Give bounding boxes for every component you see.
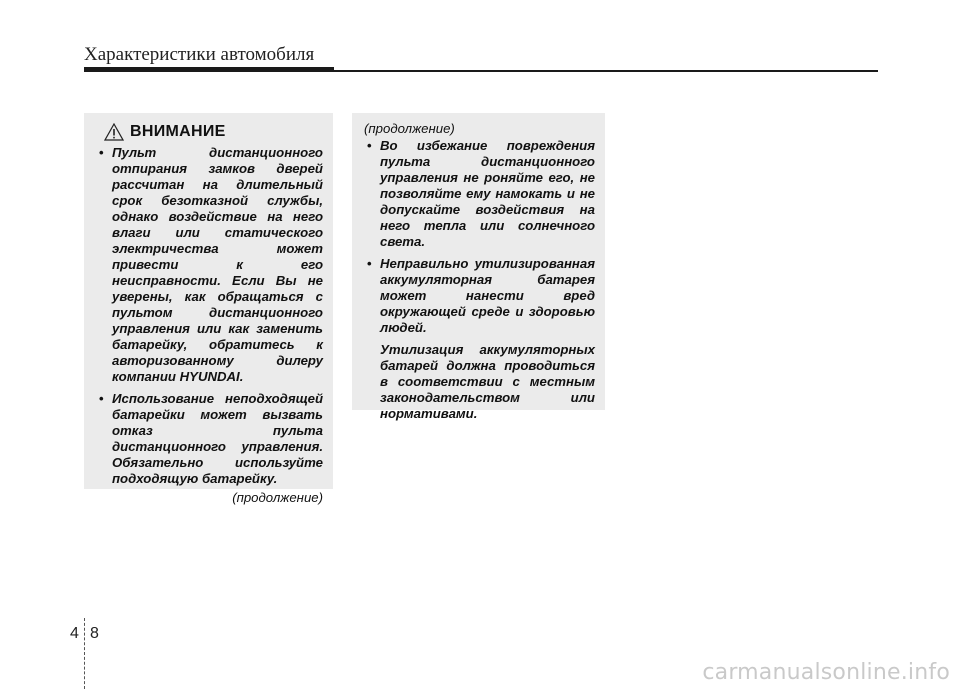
continuation-paragraph: Утилизация аккумуляторных батарей должна проводиться в соответствии с местным законодательством или нормативами. bbox=[380, 342, 595, 421]
warning-heading bbox=[104, 123, 323, 141]
continued-label: (продолжение) bbox=[232, 490, 323, 505]
warning-triangle-icon bbox=[104, 123, 124, 141]
watermark: carmanualsonline.info bbox=[702, 660, 950, 685]
continuation-label: (продолжение) bbox=[364, 121, 455, 136]
warning-box bbox=[84, 113, 333, 505]
continuation-box bbox=[352, 113, 605, 421]
page-title: Характеристики автомобиля bbox=[84, 44, 315, 65]
warning-heading-text: ВНИМАНИЕ bbox=[130, 123, 226, 140]
warning-bullet-2: • Использование неподходящей батарейки может вызвать отказ пульта дистанционного управления. Обязательно используйте подходящую батарейку. bbox=[96, 391, 323, 487]
header-rule-thick bbox=[84, 67, 334, 72]
continuation-bullet-2: • Неправильно утилизированная аккумуляторная батарея может нанести вред окружающей среде и здоровью людей. bbox=[364, 256, 595, 336]
header-rule-thin bbox=[334, 70, 878, 72]
continuation-bullet-1: • Во избежание повреждения пульта дистанционного управления не роняйте его, не позволяйте ему намокать и не допускайте воздействия на него тепла или солнечного света. bbox=[364, 138, 595, 250]
warning-bullet-1: • Пульт дистанционного отпирания замков дверей рассчитан на длительный срок безотказной службы, однако воздействие на него влаги или статического электричества может привести к его неисправности. Если Вы не уверены, как обращаться с пультом дистанционного управления или как заменить батарейку, обратитесь к авторизованному дилеру компании HYUNDAI. bbox=[96, 145, 323, 385]
page-section-number: 4 bbox=[70, 625, 79, 642]
page-number-divider bbox=[84, 618, 85, 689]
page-number: 8 bbox=[90, 625, 99, 642]
